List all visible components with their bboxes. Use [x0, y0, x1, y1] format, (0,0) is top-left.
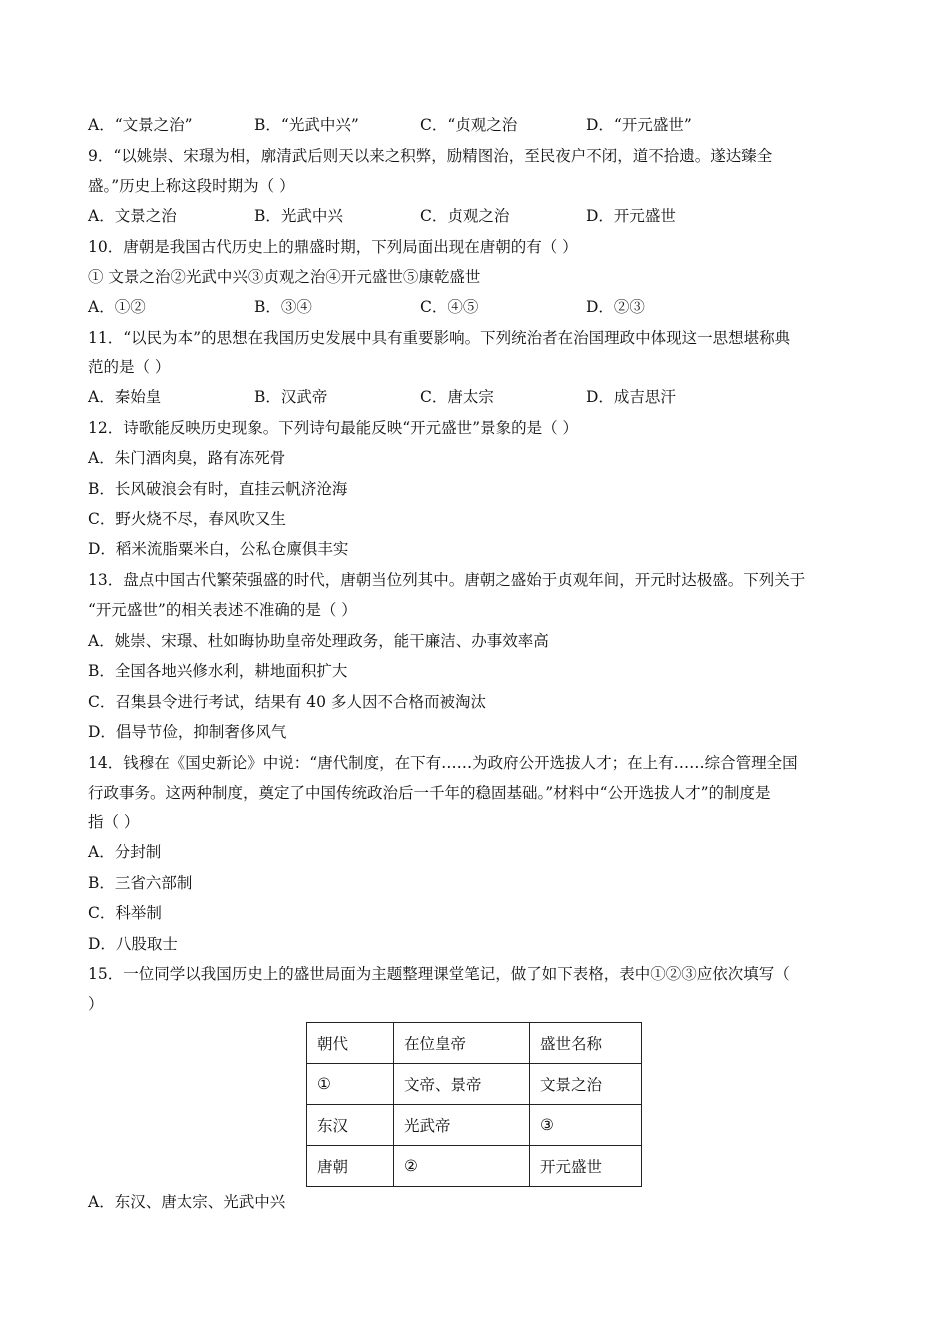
q11-stem-1: 11．“以民为本”的思想在我国历史发展中具有重要影响。下列统治者在治国理政中体现这一思想堪称典	[88, 329, 791, 347]
q11-option-a: A．秦始皇	[88, 388, 162, 406]
q13-option-c: C．召集县令进行考试，结果有 40 多人因不合格而被淘汰	[88, 693, 486, 711]
q15-stem-2: ）	[88, 995, 104, 1013]
table-row	[307, 1146, 642, 1187]
table-cell: 在位皇帝	[394, 1023, 530, 1064]
q12-option-a: A．朱门酒肉臭，路有冻死骨	[88, 449, 286, 467]
q11-option-c: C．唐太宗	[420, 388, 494, 406]
q14-stem-2: 行政事务。这两种制度，奠定了中国传统政治后一千年的稳固基础。”材料中“公开选拔人才”的制度是	[88, 784, 771, 802]
q10-stem-1: 10．唐朝是我国古代历史上的鼎盛时期，下列局面出现在唐朝的有（ ）	[88, 238, 578, 256]
q11-options	[88, 387, 752, 407]
q13-stem-1: 13．盘点中国古代繁荣强盛的时代，唐朝当位列其中。唐朝之盛始于贞观年间，开元时达极盛。下列关于	[88, 571, 806, 589]
table-cell: 光武帝	[394, 1105, 530, 1146]
table-cell: 东汉	[307, 1105, 394, 1146]
q13-option-a: A．姚崇、宋璟、杜如晦协助皇帝处理政务，能干廉洁、办事效率高	[88, 632, 549, 650]
q14-option-d: D．八股取士	[88, 935, 178, 953]
table-cell: 唐朝	[307, 1146, 394, 1187]
q10-stem-2: ① 文景之治②光武中兴③贞观之治④开元盛世⑤康乾盛世	[88, 268, 481, 286]
table-cell: 文景之治	[530, 1064, 642, 1105]
q9-option-a: A．文景之治	[88, 207, 177, 225]
q9-options	[88, 206, 752, 226]
q15-stem-1: 15．一位同学以我国历史上的盛世局面为主题整理课堂笔记，做了如下表格，表中①②③应依次填写（	[88, 965, 790, 983]
dynasty-table	[306, 1022, 642, 1187]
table-cell: 文帝、景帝	[394, 1064, 530, 1105]
q14-stem-3: 指（ ）	[88, 813, 140, 831]
q9-stem-2: 盛。”历史上称这段时期为（ ）	[88, 177, 295, 195]
q14-option-c: C．科举制	[88, 904, 162, 922]
q12-option-c: C．野火烧不尽，春风吹又生	[88, 510, 286, 528]
table-row	[307, 1064, 642, 1105]
q12-stem-1: 12．诗歌能反映历史现象。下列诗句最能反映“开元盛世”景象的是（ ）	[88, 419, 579, 437]
q12-option-d: D．稻米流脂粟米白，公私仓廪俱丰实	[88, 540, 349, 558]
q11-option-b: B．汉武帝	[254, 388, 328, 406]
q13-option-d: D．倡导节俭，抑制奢侈风气	[88, 723, 287, 741]
q10-option-b: B．③④	[254, 298, 312, 316]
q8-option-b: B．“光武中兴”	[254, 116, 359, 134]
q8-options	[88, 115, 752, 135]
q8-option-a: A．“文景之治”	[88, 116, 193, 134]
q15-option-a: A．东汉、唐太宗、光武中兴	[88, 1193, 286, 1211]
table-cell: 开元盛世	[530, 1146, 642, 1187]
q11-option-d: D．成吉思汗	[586, 388, 676, 406]
table-cell: ②	[394, 1146, 530, 1187]
table-cell: ①	[307, 1064, 394, 1105]
table-cell: ③	[530, 1105, 642, 1146]
q14-stem-1: 14．钱穆在《国史新论》中说：“唐代制度，在下有……为政府公开选拔人才；在上有……综合管理全国	[88, 754, 798, 772]
q13-stem-2: “开元盛世”的相关表述不准确的是（ ）	[88, 601, 357, 619]
q12-option-b: B．长风破浪会有时，直挂云帆济沧海	[88, 480, 348, 498]
q13-option-b: B．全国各地兴修水利，耕地面积扩大	[88, 662, 348, 680]
q10-option-c: C．④⑤	[420, 298, 479, 316]
q9-option-d: D．开元盛世	[586, 207, 676, 225]
table-cell: 朝代	[307, 1023, 394, 1064]
q14-option-a: A．分封制	[88, 843, 162, 861]
q10-option-a: A．①②	[88, 298, 146, 316]
table-cell: 盛世名称	[530, 1023, 642, 1064]
table-header-row	[307, 1023, 642, 1064]
q10-option-d: D．②③	[586, 298, 645, 316]
q11-stem-2: 范的是（ ）	[88, 358, 171, 376]
q9-option-b: B．光武中兴	[254, 207, 343, 225]
q14-option-b: B．三省六部制	[88, 874, 193, 892]
q10-options	[88, 297, 752, 317]
q9-option-c: C．贞观之治	[420, 207, 510, 225]
q8-option-c: C．“贞观之治	[420, 116, 518, 134]
q9-stem-1: 9．“以姚崇、宋璟为相，廓清武后则天以来之积弊，励精图治，至民夜户不闭，道不拾遗。遂达臻全	[88, 147, 773, 165]
table-row	[307, 1105, 642, 1146]
q8-option-d: D．“开元盛世”	[586, 116, 692, 134]
